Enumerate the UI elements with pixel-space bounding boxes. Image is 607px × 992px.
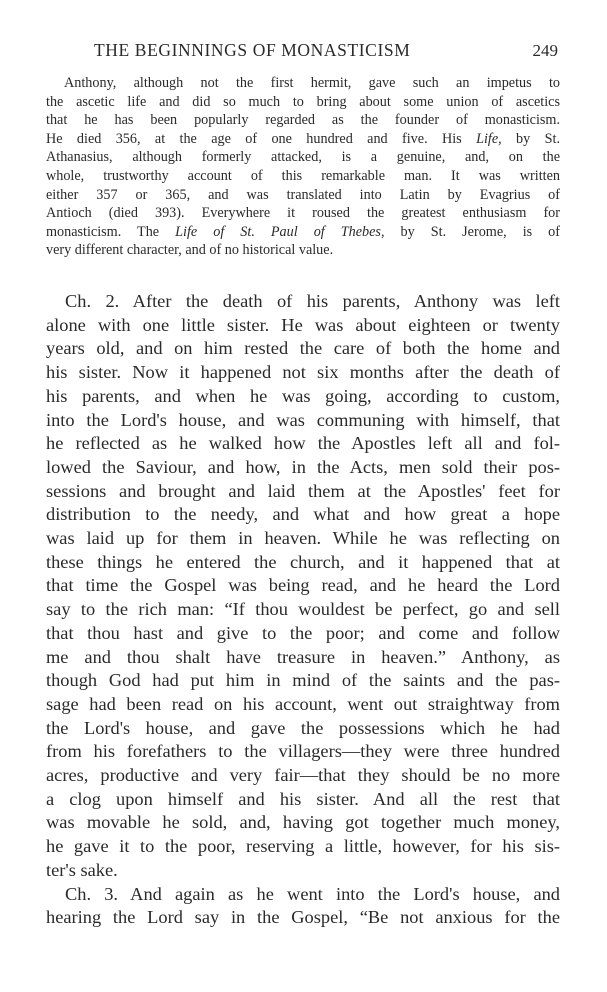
text-line: say to the rich man: “If thou wouldest be perfect, go and sell [46,599,560,620]
text-line: that time the Gospel was being read, and he heard the Lord [46,575,560,596]
note-line: Anthony, although not the first hermit, gave such an impetus to [64,75,560,91]
text-line: into the Lord's house, and was communing with himself, that [46,409,560,430]
italic-title: Life of St. Paul of Thebes [175,223,381,240]
text-line: that thou hast and give to the poor; and come and follow [46,622,560,643]
note-line: the ascetic life and did so much to bring about some union of ascetics [46,93,560,110]
text-line: a clog upon himself and his sister. And all the rest that [46,788,560,809]
text-line: hearing the Lord say in the Gospel, “Be not anxious for the [46,907,560,928]
text-line: from his forefathers to the villagers—they were three hundred [46,741,560,762]
paragraph-chapter-3 [46,883,560,930]
text-line: sessions and brought and laid them at the Apostles' feet for [46,480,560,501]
text-line: ter's sake. [46,859,118,880]
note-line: Antioch (died 393). Everywhere it roused the greatest enthusiasm for [46,205,560,222]
note-line: that he has been popularly regarded as the founder of monasticism. [46,112,560,129]
text-line: he gave it to the poor, reserving a little, however, for his sis- [46,836,560,857]
text-line: alone with one little sister. He was about eighteen or twenty [46,314,560,335]
text-line: sage had been read on his account, went out straightway from [46,693,560,714]
text-line: his sister. Now it happened not six months after the death of [46,362,560,383]
text-line: though God had put him in mind of the saints and the pas- [46,670,560,691]
note-line: either 357 or 365, and was translated into Latin by Evagrius of [46,186,560,203]
paragraph-chapter-2 [46,290,560,883]
text-line: was laid up for them in heaven. While he was reflecting on [46,528,560,549]
text-line: was movable he sold, and, having got together much money, [46,812,560,833]
text-line: distribution to the needy, and what and how great a hope [46,504,560,525]
text-line: years old, and on him rested the care of both the home and [46,338,560,359]
text-line: Ch. 2. After the death of his parents, Anthony was left [65,291,560,311]
italic-title: Life [476,130,499,147]
note-text: monasticism. The [46,223,176,240]
note-line: Athanasius, although formerly attacked, is a genuine, and, on the [46,149,560,166]
note-text: He died 356, at the age of one hundred and five. His [46,130,477,147]
text-line: his parents, and when he was going, according to custom, [46,385,560,406]
note-line [46,223,560,242]
note-text: , by St. Jerome, is of [380,223,560,240]
text-line: he reflected as he walked how the Apostles left all and fol- [46,433,560,454]
page-number: 249 [532,41,558,60]
main-text [46,290,560,930]
note-line: very different character, and of no historical value. [46,242,334,259]
text-line: the Lord's house, and gave the possessions which he had [46,717,560,738]
text-line: me and thou shalt have treasure in heaven.” Anthony, as [46,646,560,667]
note-line: whole, trustworthy account of this remarkable man. It was written [46,167,560,184]
text-line: lowed the Saviour, and how, in the Acts, men sold their pos- [46,456,560,477]
introductory-note [46,74,560,260]
text-line: Ch. 3. And again as he went into the Lord's house, and [65,883,560,904]
running-head [46,40,560,64]
text-line: these things he entered the church, and it happened that at [46,551,560,572]
text-line: acres, productive and very fair—that they should be no more [46,765,560,786]
note-line [46,130,560,149]
note-text: , by St. [498,130,560,147]
running-title: THE BEGINNINGS OF MONASTICISM [94,40,411,60]
